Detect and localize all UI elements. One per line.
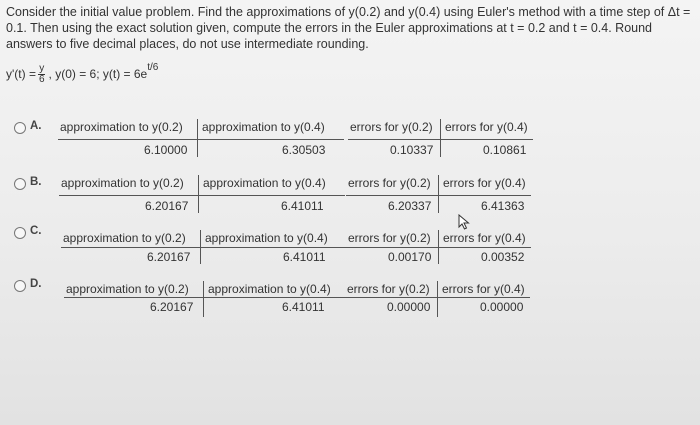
value-error-04: 6.41363 (481, 199, 525, 213)
header-approx-04: approximation to y(0.4) (203, 176, 326, 190)
value-approx-04: 6.41011 (283, 250, 326, 264)
header-error-02: errors for y(0.2) (350, 120, 433, 134)
header-error-04: errors for y(0.4) (443, 231, 526, 245)
table-rule (61, 247, 347, 248)
fraction-denominator: 6 (38, 73, 45, 85)
header-error-04: errors for y(0.4) (445, 120, 528, 134)
option-letter: D. (30, 278, 42, 290)
value-error-04: 0.00352 (481, 250, 525, 264)
option-letter: A. (30, 120, 42, 132)
table-divider (438, 175, 439, 213)
header-error-02: errors for y(0.2) (348, 176, 431, 190)
table-rule (64, 297, 348, 298)
table-divider (197, 119, 198, 157)
formula-lhs: y'(t) = (6, 67, 36, 81)
value-error-02: 0.10337 (390, 143, 434, 157)
table-divider (198, 175, 199, 213)
differential-equation (6, 62, 158, 86)
value-approx-04: 6.41011 (281, 199, 324, 213)
value-approx-04: 6.41011 (282, 300, 325, 314)
formula-conditions: , y(0) = 6; y(t) = 6e (48, 67, 148, 81)
option-d[interactable] (0, 278, 700, 318)
header-approx-02: approximation to y(0.2) (61, 176, 184, 190)
fraction-numerator: y (39, 62, 45, 74)
radio-option-a[interactable] (14, 122, 26, 134)
value-error-02: 0.00000 (387, 300, 431, 314)
value-approx-04: 6.30503 (282, 143, 326, 157)
value-approx-02: 6.20167 (145, 199, 189, 213)
table-divider (203, 281, 204, 317)
option-letter: B. (30, 176, 42, 188)
header-approx-04: approximation to y(0.4) (205, 231, 328, 245)
value-error-02: 6.20337 (388, 199, 432, 213)
option-b[interactable] (0, 176, 700, 216)
table-divider (440, 119, 441, 157)
table-rule (346, 247, 531, 248)
header-approx-04: approximation to y(0.4) (208, 282, 331, 296)
header-error-02: errors for y(0.2) (347, 282, 430, 296)
header-error-02: errors for y(0.2) (348, 231, 431, 245)
option-letter: C. (30, 225, 42, 237)
header-error-04: errors for y(0.4) (443, 176, 526, 190)
value-approx-02: 6.10000 (144, 143, 188, 157)
question-text: Consider the initial value problem. Find the approximations of y(0.2) and y(0.4) using Euler's method with a time step of Δt = 0.1. Then using the exact solution given, compute the errors in the Euler approximations at t = 0.2 and t = 0.4. Round answers to five decimal places, do not use intermediate rounding. (6, 5, 691, 51)
option-c[interactable] (0, 225, 700, 265)
radio-option-c[interactable] (14, 227, 26, 239)
value-error-04: 0.10861 (483, 143, 527, 157)
formula-exponent: t/6 (147, 61, 159, 73)
header-error-04: errors for y(0.4) (442, 282, 525, 296)
option-a[interactable] (0, 120, 700, 160)
table-rule (346, 195, 531, 196)
value-error-02: 0.00170 (388, 250, 432, 264)
table-rule (58, 139, 344, 140)
header-approx-02: approximation to y(0.2) (63, 231, 186, 245)
value-error-04: 0.00000 (480, 300, 524, 314)
value-approx-02: 6.20167 (147, 250, 191, 264)
radio-option-b[interactable] (14, 178, 26, 190)
table-rule (345, 297, 530, 298)
value-approx-02: 6.20167 (150, 300, 194, 314)
table-rule (348, 139, 533, 140)
table-rule (59, 195, 345, 196)
header-approx-04: approximation to y(0.4) (202, 120, 325, 134)
header-approx-02: approximation to y(0.2) (60, 120, 183, 134)
radio-option-d[interactable] (14, 280, 26, 292)
fraction (38, 64, 46, 85)
table-divider (437, 281, 438, 317)
header-approx-02: approximation to y(0.2) (66, 282, 189, 296)
